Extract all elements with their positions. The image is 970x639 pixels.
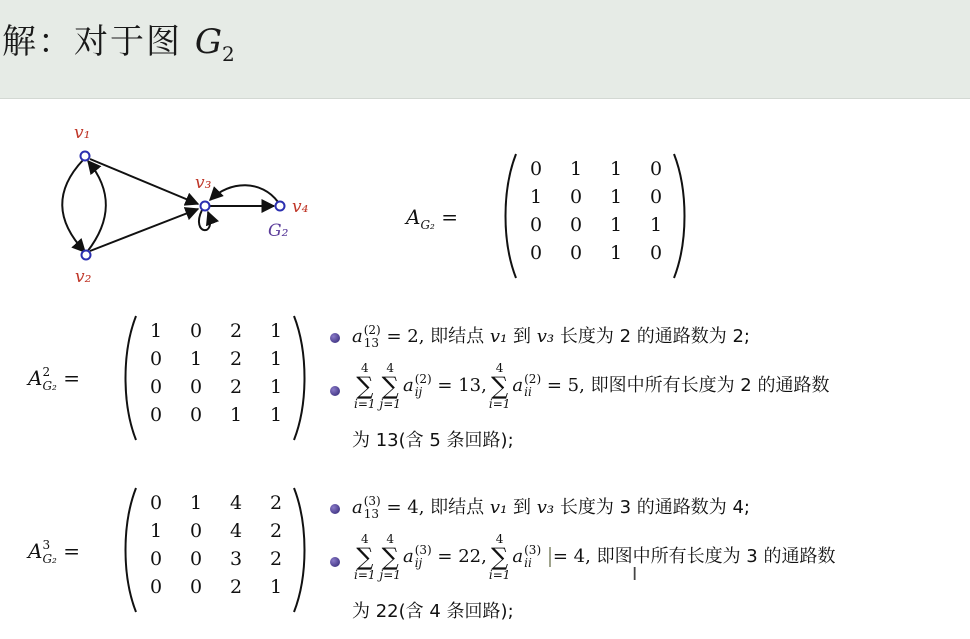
title-text: 解：对于图	[2, 22, 182, 62]
vertex-v2	[82, 251, 91, 260]
edge-v1-v2	[62, 160, 85, 252]
matrix-cell: 0	[529, 214, 543, 236]
matrix-cell: 1	[149, 320, 163, 342]
graph-g2-diagram	[40, 110, 340, 290]
bullet-icon	[330, 504, 340, 514]
text-caret	[549, 547, 551, 567]
matrix-cell: 1	[149, 520, 163, 542]
matrix-cell: 0	[649, 158, 663, 180]
a3-sum-statement-cont: 为 22(含 4 条回路);	[352, 601, 514, 622]
matrix-cell: 0	[149, 492, 163, 514]
matrix-cell: 0	[149, 404, 163, 426]
matrix-cell: 1	[569, 158, 583, 180]
label-v2: v₂	[75, 267, 92, 287]
vertex-v4	[276, 202, 285, 211]
matrix-cell: 1	[269, 576, 283, 598]
text-cursor-icon: I	[632, 564, 638, 585]
a3-sum-statement: 4 ∑ i=1 4 ∑ j=1 a (3) ij = 22, 4 ∑ i=1 a (3) ii = 4, 即图中所有长度为 3 的通路数	[354, 532, 836, 582]
matrix-cell: 1	[269, 320, 283, 342]
matrix-cell: 2	[269, 492, 283, 514]
matrix-a-cells	[516, 158, 676, 264]
matrix-cell: 0	[189, 548, 203, 570]
graph-name-label: G₂	[268, 221, 289, 241]
bullet-icon	[330, 386, 340, 396]
matrix-a-label: $A_{G_2}$ =	[406, 205, 458, 232]
a2-sum-statement: 4 ∑ i=1 4 ∑ j=1 a (2) ij = 13, 4 ∑ i=1 a (2) ii = 5, 即图中所有长度为 2 的通路数	[354, 361, 830, 411]
matrix-cell: 4	[229, 492, 243, 514]
bullet-icon	[330, 333, 340, 343]
matrix-cell: 0	[529, 158, 543, 180]
slide-header	[0, 0, 970, 99]
matrix-cell: 0	[189, 320, 203, 342]
a2-entry-statement: a (2) 13 = 2, 即结点 v₁ 到 v₃ 长度为 2 的通路数为 2;	[352, 323, 750, 350]
vertex-v3	[201, 202, 210, 211]
matrix-cell: 1	[609, 158, 623, 180]
matrix-cell: 0	[649, 186, 663, 208]
matrix-cell: 1	[649, 214, 663, 236]
matrix-cell: 0	[149, 576, 163, 598]
matrix-cell: 0	[569, 186, 583, 208]
edge-v4-v3	[210, 185, 278, 202]
label-v3: v₃	[195, 173, 212, 193]
matrix-a3	[120, 484, 310, 616]
matrix-a2	[120, 312, 310, 444]
matrix-cell: 1	[269, 376, 283, 398]
a2-sum-statement-cont: 为 13(含 5 条回路);	[352, 430, 514, 451]
matrix-a3-cells	[136, 492, 296, 598]
matrix-cell: 2	[229, 576, 243, 598]
slide-title	[2, 14, 235, 66]
matrix-cell: 0	[189, 520, 203, 542]
matrix-cell: 1	[189, 348, 203, 370]
matrix-a3-label: A 3 G₂ =	[28, 538, 80, 566]
label-v1: v₁	[74, 123, 91, 143]
matrix-a2-cells	[136, 320, 296, 426]
matrix-a2-label: A 2 G₂ =	[28, 365, 80, 393]
matrix-cell: 0	[569, 214, 583, 236]
matrix-cell: 0	[529, 242, 543, 264]
matrix-cell: 2	[229, 320, 243, 342]
matrix-cell: 1	[269, 404, 283, 426]
matrix-cell: 1	[609, 186, 623, 208]
matrix-cell: 0	[189, 576, 203, 598]
matrix-cell: 0	[149, 376, 163, 398]
title-graph-name: $G_2$	[194, 22, 235, 66]
matrix-cell: 2	[269, 548, 283, 570]
matrix-cell: 1	[269, 348, 283, 370]
matrix-cell: 1	[229, 404, 243, 426]
matrix-cell: 2	[269, 520, 283, 542]
matrix-cell: 4	[229, 520, 243, 542]
vertex-v1	[81, 152, 90, 161]
edge-v2-v3	[90, 209, 198, 251]
matrix-a	[500, 150, 690, 282]
matrix-cell: 0	[569, 242, 583, 264]
matrix-cell: 2	[229, 348, 243, 370]
matrix-cell: 1	[189, 492, 203, 514]
label-v4: v₄	[292, 197, 309, 217]
edge-v3-loop	[199, 210, 210, 230]
bullet-icon	[330, 557, 340, 567]
matrix-cell: 0	[189, 404, 203, 426]
matrix-cell: 0	[149, 348, 163, 370]
a3-entry-statement: a (3) 13 = 4, 即结点 v₁ 到 v₃ 长度为 3 的通路数为 4;	[352, 494, 750, 521]
matrix-cell: 2	[229, 376, 243, 398]
matrix-cell: 1	[609, 214, 623, 236]
matrix-cell: 0	[649, 242, 663, 264]
matrix-cell: 3	[229, 548, 243, 570]
matrix-cell: 0	[149, 548, 163, 570]
edge-v2-v1	[87, 161, 106, 252]
matrix-cell: 0	[189, 376, 203, 398]
matrix-cell: 1	[609, 242, 623, 264]
matrix-cell: 1	[529, 186, 543, 208]
